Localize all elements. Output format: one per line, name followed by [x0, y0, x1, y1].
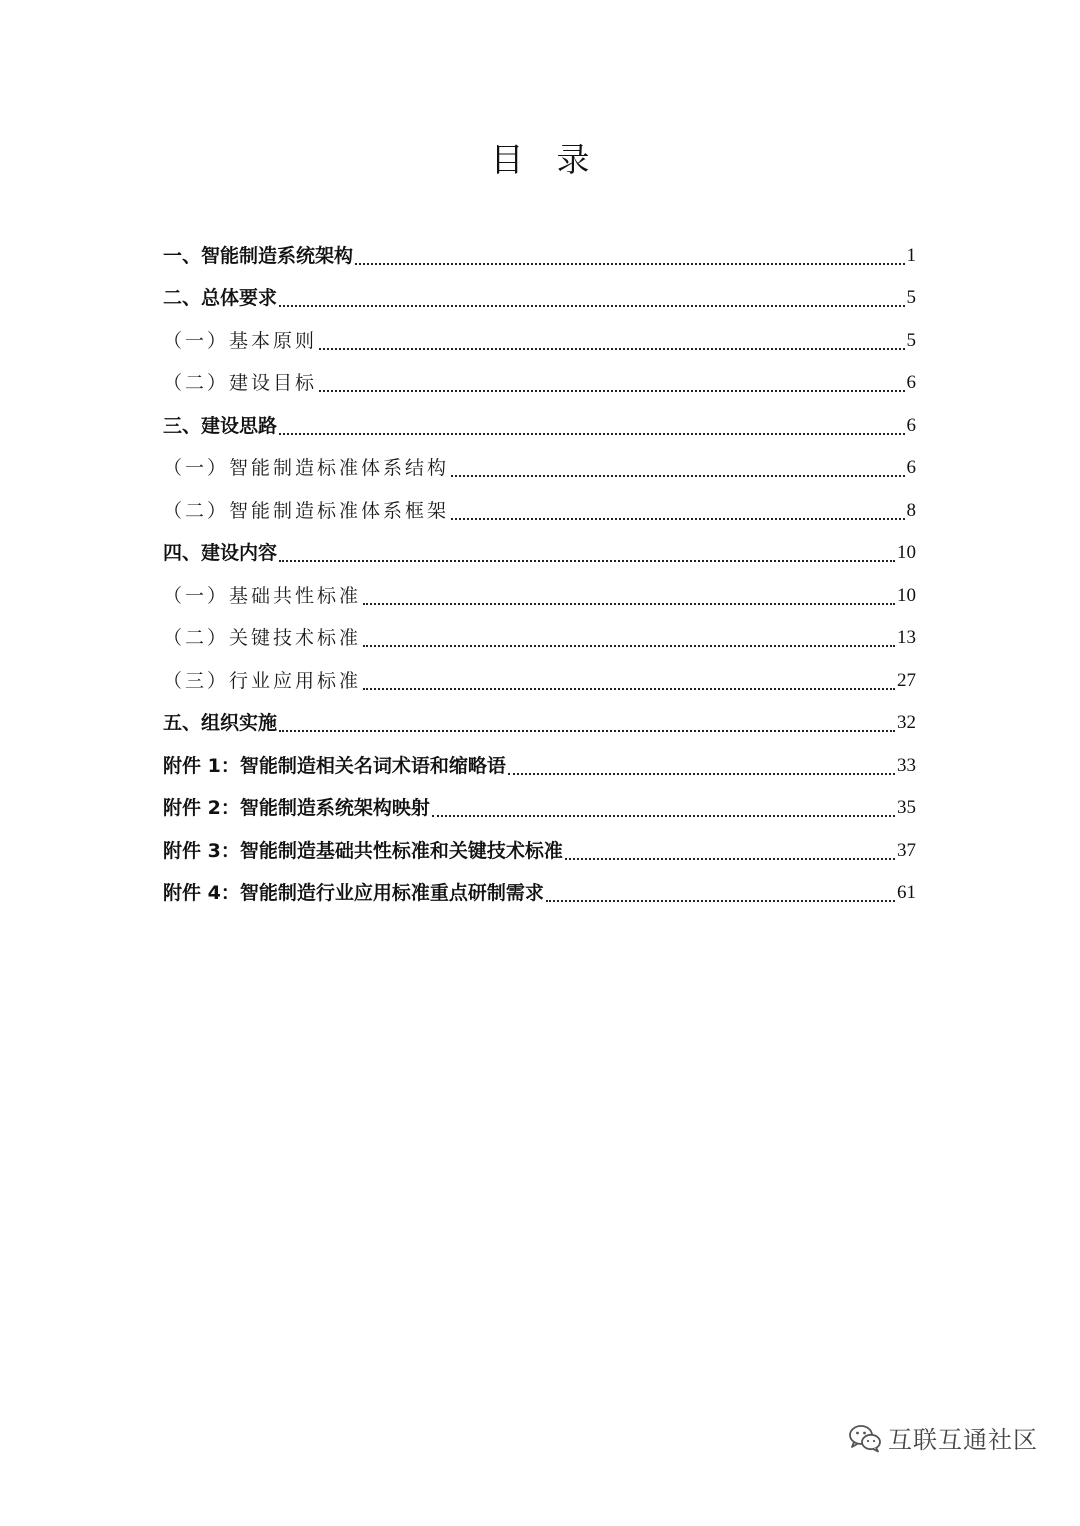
toc-entry-label: （一）基本原则 — [163, 329, 318, 352]
toc-leader-dots — [363, 603, 895, 605]
toc-entry-label: （一）智能制造标准体系结构 — [163, 457, 450, 479]
toc-entry-label: （一）基础共性标准 — [163, 584, 362, 607]
page-title: 目 录 — [490, 140, 590, 179]
toc-leader-dots — [363, 688, 895, 690]
toc-page-number: 61 — [897, 882, 916, 903]
toc-entry[interactable] — [163, 360, 916, 403]
toc-leader-dots — [508, 773, 895, 775]
toc-page-number: 35 — [897, 797, 916, 818]
table-of-contents — [163, 232, 916, 912]
toc-entry[interactable] — [163, 487, 916, 530]
toc-entry[interactable] — [163, 275, 916, 318]
toc-leader-dots — [451, 518, 904, 520]
watermark-text: 互联互通社区 — [888, 1426, 1038, 1454]
toc-page-number: 6 — [906, 414, 916, 436]
toc-leader-dots — [432, 815, 895, 817]
toc-entry-label: 一、智能制造系统架构 — [163, 244, 354, 267]
toc-entry-label: 五、组织实施 — [163, 712, 278, 734]
toc-entry[interactable] — [163, 572, 916, 615]
wechat-icon — [848, 1423, 882, 1453]
toc-leader-dots — [279, 433, 904, 435]
toc-leader-dots — [363, 645, 895, 647]
toc-page-number: 33 — [897, 754, 916, 776]
toc-entry[interactable] — [163, 657, 916, 700]
toc-page-number: 10 — [897, 584, 916, 606]
toc-page-number: 13 — [897, 627, 916, 648]
toc-leader-dots — [451, 475, 904, 477]
toc-entry-label: 二、总体要求 — [163, 287, 278, 309]
toc-page-number: 6 — [906, 457, 916, 478]
toc-leader-dots — [355, 263, 904, 265]
toc-page-number: 37 — [897, 839, 916, 861]
toc-entry[interactable] — [163, 870, 916, 913]
toc-leader-dots — [279, 730, 895, 732]
toc-page-number: 8 — [906, 499, 916, 521]
toc-entry-label: 四、建设内容 — [163, 542, 278, 564]
toc-entry[interactable] — [163, 402, 916, 445]
toc-entry[interactable] — [163, 742, 916, 785]
toc-entry-label: （二）建设目标 — [163, 372, 318, 394]
toc-entry-label: 附件 4：智能制造行业应用标准重点研制需求 — [163, 882, 544, 904]
toc-entry[interactable] — [163, 827, 916, 870]
toc-entry[interactable] — [163, 615, 916, 658]
toc-page-number: 6 — [906, 372, 916, 393]
toc-leader-dots — [319, 390, 904, 392]
toc-page-number: 5 — [906, 287, 916, 308]
toc-entry-label: （三）行业应用标准 — [163, 669, 362, 692]
toc-page-number: 27 — [897, 669, 916, 691]
toc-page-number: 1 — [906, 244, 916, 266]
watermark — [848, 1420, 1038, 1455]
toc-entry-label: 附件 1：智能制造相关名词术语和缩略语 — [163, 754, 506, 777]
toc-entry-label: （二）关键技术标准 — [163, 627, 362, 649]
toc-entry[interactable] — [163, 232, 916, 275]
toc-entry-label: （二）智能制造标准体系框架 — [163, 499, 450, 522]
toc-leader-dots — [565, 858, 895, 860]
toc-entry[interactable] — [163, 445, 916, 488]
toc-page-number: 32 — [897, 712, 916, 733]
toc-entry-label: 三、建设思路 — [163, 414, 278, 437]
toc-entry[interactable] — [163, 530, 916, 573]
toc-leader-dots — [319, 348, 904, 350]
toc-leader-dots — [279, 305, 904, 307]
toc-entry[interactable] — [163, 785, 916, 828]
toc-entry[interactable] — [163, 700, 916, 743]
toc-entry[interactable] — [163, 317, 916, 360]
toc-entry-label: 附件 2：智能制造系统架构映射 — [163, 797, 430, 819]
toc-page-number: 10 — [897, 542, 916, 563]
toc-page-number: 5 — [906, 329, 916, 351]
toc-leader-dots — [279, 560, 895, 562]
toc-entry-label: 附件 3：智能制造基础共性标准和关键技术标准 — [163, 839, 563, 862]
toc-leader-dots — [546, 900, 895, 902]
